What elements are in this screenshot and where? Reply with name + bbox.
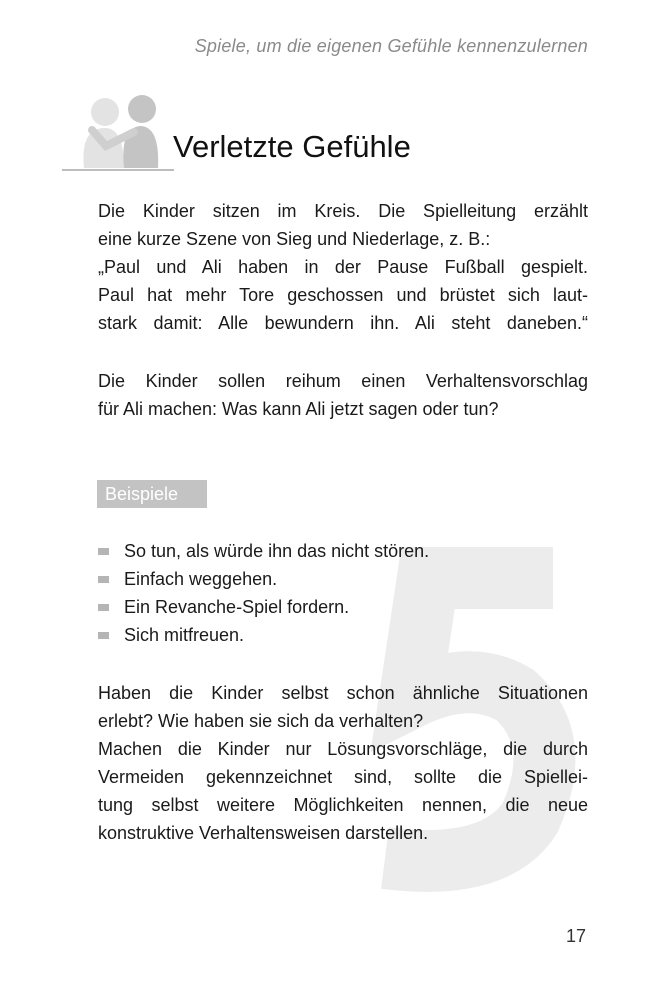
text-line: Haben die Kinder selbst schon ähnliche Situationen <box>98 683 588 703</box>
paragraph-task <box>98 367 588 423</box>
page-title: Verletzte Gefühle <box>173 129 411 164</box>
text-line: „Paul und Ali haben in der Pause Fußball gespielt. <box>98 257 588 277</box>
list-item <box>98 565 429 593</box>
list-item <box>98 537 429 565</box>
text-line: für Ali machen: Was kann Ali jetzt sagen oder tun? <box>98 399 499 419</box>
text-line: Die Kinder sitzen im Kreis. Die Spielleitung erzählt <box>98 201 588 221</box>
page-number: 17 <box>566 926 587 946</box>
list-item-text: Einfach weggehen. <box>124 569 278 589</box>
examples-label: Beispiele <box>97 480 207 508</box>
list-item <box>98 593 429 621</box>
two-people-hugging-icon <box>62 88 174 172</box>
list-item-text: Ein Revanche-Spiel fordern. <box>124 597 350 617</box>
text-line: eine kurze Szene von Sieg und Niederlage, z. B.: <box>98 229 491 249</box>
text-line: Machen die Kinder nur Lösungsvorschläge, die durch <box>98 739 588 759</box>
paragraph-reflection <box>98 679 588 847</box>
text-line: Vermeiden gekennzeichnet sind, sollte die Spiellei- <box>98 767 588 787</box>
list-item-text: Sich mitfreuen. <box>124 625 245 645</box>
text-line: tung selbst weitere Möglichkeiten nennen, die neue <box>98 795 588 815</box>
paragraph-intro <box>98 197 588 337</box>
list-item-text: So tun, als würde ihn das nicht stören. <box>124 541 430 561</box>
text-line: konstruktive Verhaltensweisen darstellen. <box>98 823 429 843</box>
square-bullet-icon <box>98 548 109 555</box>
running-header: Spiele, um die eigenen Gefühle kennenzulernen <box>194 36 588 56</box>
square-bullet-icon <box>98 632 109 639</box>
square-bullet-icon <box>98 604 109 611</box>
text-line: erlebt? Wie haben sie sich da verhalten? <box>98 711 424 731</box>
list-item <box>98 621 429 649</box>
examples-list <box>98 537 429 649</box>
square-bullet-icon <box>98 576 109 583</box>
text-line: stark damit: Alle bewundern ihn. Ali steht daneben.“ <box>98 313 588 333</box>
text-line: Die Kinder sollen reihum einen Verhaltensvorschlag <box>98 371 588 391</box>
text-line: Paul hat mehr Tore geschossen und brüstet sich laut- <box>98 285 588 305</box>
